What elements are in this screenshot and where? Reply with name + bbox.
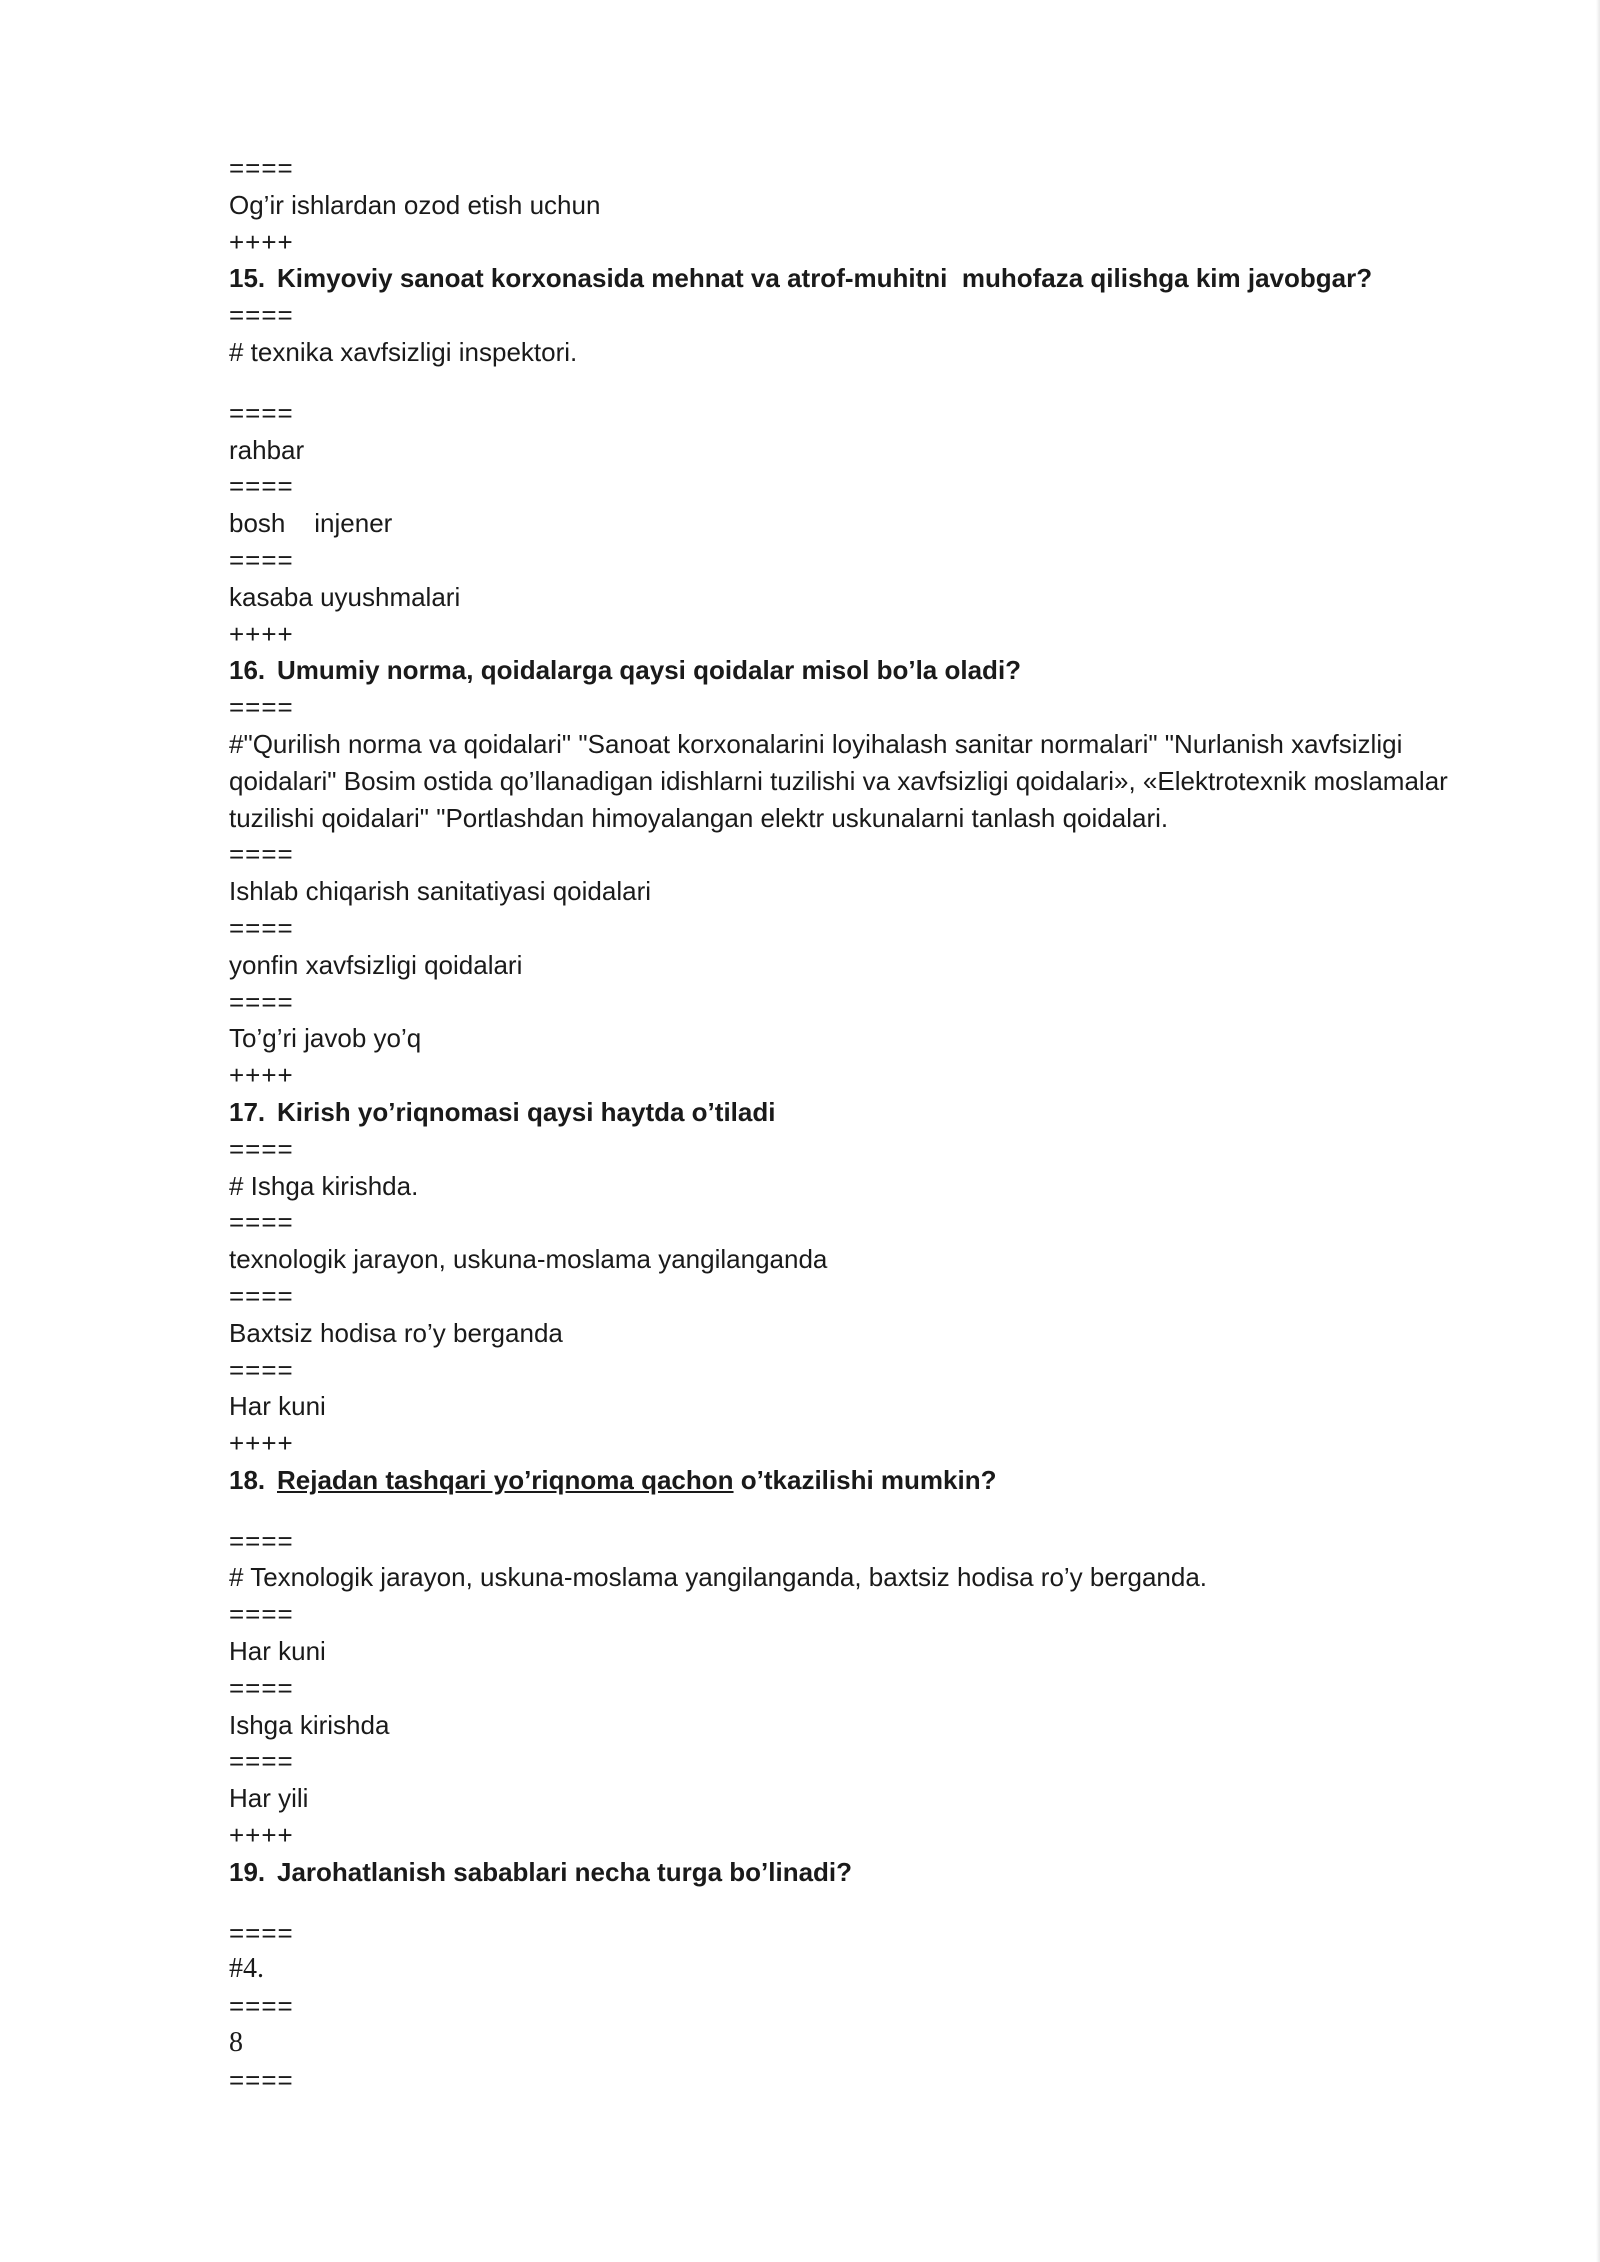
question-text: Kimyoviy sanoat korxonasida mehnat va atrof-muhitni muhofaza qilishga kim javobgar?	[277, 263, 1373, 294]
answer-option-correct: #"Qurilish norma va qoidalari" "Sanoat korxonalarini loyihalash sanitar normalari" "Nurlanish xavfsizligi qoidalari" Bosim ostida qo’llanadigan idishlarni tuzilishi va xavfsizligi qoidalari», «Elektrotexnik moslamalar tuzilishi qoidalari" "Portlashdan himoyalangan elektr uskunalarni tanlash qoidalari.	[229, 728, 1448, 833]
spacer	[229, 1891, 1479, 1915]
answer-separator: ====	[229, 1746, 294, 1777]
answer-option: bosh injener	[229, 508, 393, 539]
answer-separator: ====	[229, 1354, 294, 1385]
answer-separator: ====	[229, 1672, 294, 1703]
spacer	[229, 371, 1479, 395]
answer-option: Ishlab chiqarish sanitatiyasi qoidalari	[229, 876, 652, 907]
question-number: 15.	[229, 263, 266, 294]
question-separator: ++++	[229, 1428, 294, 1459]
question-text: Umumiy norma, qoidalarga qaysi qoidalar misol bo’la oladi?	[277, 655, 1022, 686]
answer-separator: ====	[229, 1991, 294, 2022]
answer-option: Og’ir ishlardan ozod etish uchun	[229, 189, 601, 220]
answer-separator: ====	[229, 1599, 294, 1630]
question-16	[229, 652, 1479, 689]
question-number: 18.	[229, 1464, 266, 1495]
question-number: 16.	[229, 655, 266, 686]
question-number: 19.	[229, 1856, 266, 1887]
answer-option: kasaba uyushmalari	[229, 581, 461, 612]
question-number: 17.	[229, 1096, 266, 1127]
answer-option-correct: # texnika xavfsizligi inspektori.	[229, 336, 578, 367]
question-separator: ++++	[229, 226, 294, 257]
answer-option: 8	[229, 2027, 243, 2059]
answer-separator: ====	[229, 912, 294, 943]
answer-option: Har yili	[229, 1783, 309, 1814]
answer-option: Baxtsiz hodisa ro’y berganda	[229, 1317, 563, 1348]
answer-option: texnologik jarayon, uskuna-moslama yangilanganda	[229, 1244, 828, 1275]
answer-separator: ====	[229, 544, 294, 575]
question-text: Jarohatlanish sabablari necha turga bo’linadi?	[277, 1856, 853, 1887]
answer-separator: ====	[229, 2064, 294, 2095]
question-17	[229, 1094, 1479, 1131]
answer-option: Har kuni	[229, 1636, 326, 1667]
spacer	[229, 1499, 1479, 1523]
answer-separator: ====	[229, 839, 294, 870]
answer-option-correct: # Ishga kirishda.	[229, 1170, 419, 1201]
answer-option-correct: #4.	[229, 1953, 264, 1985]
answer-separator: ====	[229, 471, 294, 502]
answer-separator: ====	[229, 1525, 294, 1556]
answer-separator: ====	[229, 1917, 294, 1948]
question-19	[229, 1854, 1479, 1891]
page-edge	[1596, 0, 1600, 2262]
question-separator: ++++	[229, 618, 294, 649]
question-text: Kirish yo’riqnomasi qaysi haytda o’tiladi	[277, 1096, 776, 1127]
question-separator: ++++	[229, 1060, 294, 1091]
answer-option-correct: # Texnologik jarayon, uskuna-moslama yangilanganda, baxtsiz hodisa ro’y berganda.	[229, 1562, 1208, 1593]
test-content	[229, 150, 1479, 2099]
answer-option: yonfin xavfsizligi qoidalari	[229, 949, 523, 980]
answer-option: rahbar	[229, 434, 305, 465]
answer-separator: ====	[229, 1207, 294, 1238]
answer-separator: ====	[229, 986, 294, 1017]
answer-separator: ====	[229, 397, 294, 428]
answer-separator: ====	[229, 153, 294, 183]
question-separator: ++++	[229, 1820, 294, 1851]
answer-option: To’g’ri javob yo’q	[229, 1023, 422, 1054]
answer-separator: ====	[229, 692, 294, 723]
question-15	[229, 260, 1479, 297]
question-18	[229, 1462, 1479, 1499]
answer-option: Ishga kirishda	[229, 1709, 390, 1740]
question-text: o’tkazilishi mumkin?	[733, 1464, 997, 1495]
answer-option: Har kuni	[229, 1391, 326, 1422]
answer-separator: ====	[229, 1280, 294, 1311]
question-text-underlined: Rejadan tashqari yo’riqnoma qachon	[277, 1464, 734, 1495]
answer-separator: ====	[229, 1133, 294, 1164]
answer-separator: ====	[229, 300, 294, 331]
